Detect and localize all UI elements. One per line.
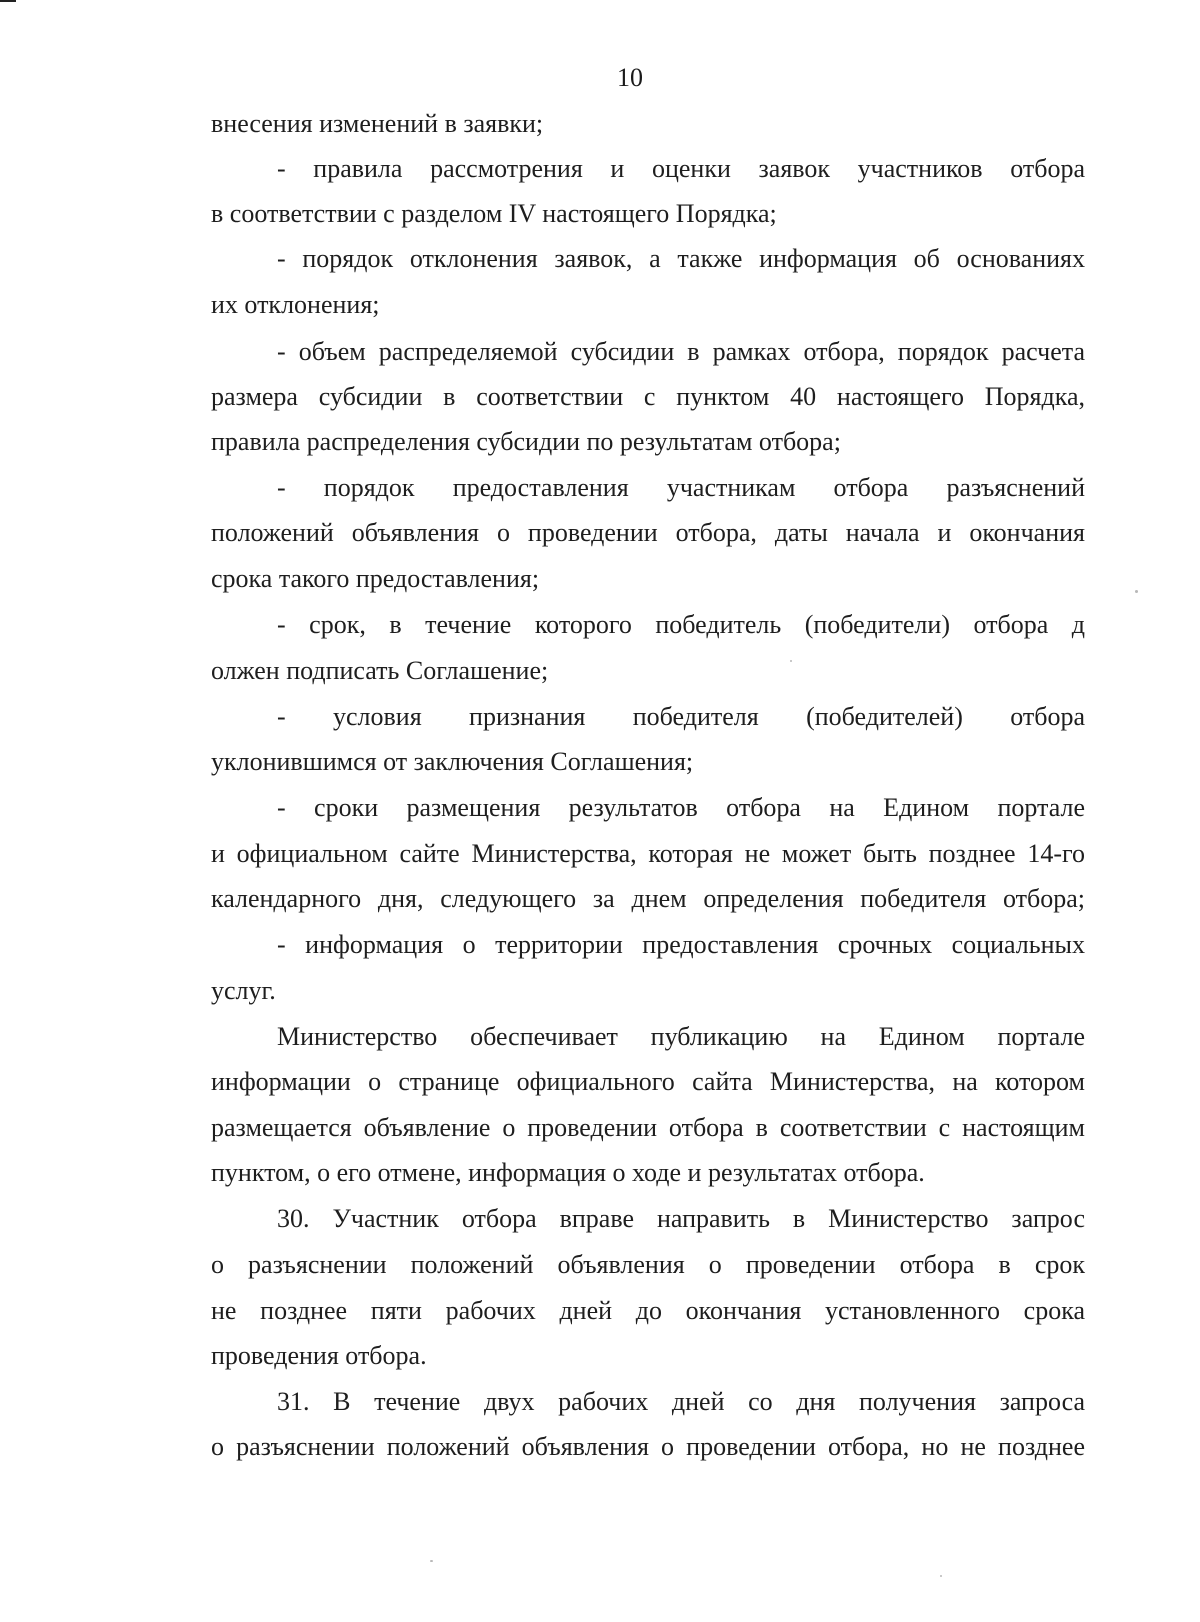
text-line: - срок, в течение которого победитель (победители) отбора д bbox=[277, 610, 1085, 639]
text-line: в соответствии с разделом IV настоящего Порядка; bbox=[211, 199, 777, 228]
text-line: правила распределения субсидии по результатам отбора; bbox=[211, 427, 841, 456]
text-line: - порядок отклонения заявок, а также информация об основаниях bbox=[277, 244, 1085, 273]
text-line: их отклонения; bbox=[211, 290, 380, 319]
text-line: уклонившимся от заключения Соглашения; bbox=[211, 747, 694, 776]
scan-speck bbox=[790, 660, 792, 662]
text-line: 30. Участник отбора вправе направить в Министерство запрос bbox=[277, 1204, 1085, 1233]
text-line: - правила рассмотрения и оценки заявок участников отбора bbox=[277, 154, 1085, 183]
text-line: Министерство обеспечивает публикацию на Едином портале bbox=[277, 1022, 1085, 1051]
text-line: услуг. bbox=[211, 976, 276, 1005]
text-line: - объем распределяемой субсидии в рамках отбора, порядок расчета bbox=[277, 337, 1085, 366]
text-line: календарного дня, следующего за днем определения победителя отбора; bbox=[211, 884, 1085, 913]
text-line: - сроки размещения результатов отбора на Едином портале bbox=[277, 793, 1085, 822]
text-line: внесения изменений в заявки; bbox=[211, 109, 544, 138]
text-line: срока такого предоставления; bbox=[211, 564, 540, 593]
scan-speck bbox=[430, 1560, 433, 1562]
text-line: информации о странице официального сайта Министерства, на котором bbox=[211, 1067, 1085, 1096]
scan-corner-mark bbox=[0, 0, 16, 2]
text-line: 31. В течение двух рабочих дней со дня получения запроса bbox=[277, 1387, 1085, 1416]
text-line: не позднее пяти рабочих дней до окончания установленного срока bbox=[211, 1296, 1085, 1325]
text-line: положений объявления о проведении отбора, даты начала и окончания bbox=[211, 518, 1085, 547]
text-line: - порядок предоставления участникам отбора разъяснений bbox=[277, 473, 1085, 502]
text-line: размера субсидии в соответствии с пунктом 40 настоящего Порядка, bbox=[211, 382, 1085, 411]
text-line: и официальном сайте Министерства, которая не может быть позднее 14-го bbox=[211, 839, 1085, 868]
text-line: размещается объявление о проведении отбора в соответствии с настоящим bbox=[211, 1113, 1085, 1142]
scan-speck bbox=[940, 1575, 942, 1577]
text-line: проведения отбора. bbox=[211, 1341, 427, 1370]
page-number: 10 bbox=[617, 63, 643, 92]
text-line: пунктом, о его отмене, информация о ходе и результатах отбора. bbox=[211, 1158, 925, 1187]
text-line: олжен подписать Соглашение; bbox=[211, 656, 549, 685]
scan-speck bbox=[1135, 590, 1138, 593]
text-line: - информация о территории предоставления срочных социальных bbox=[277, 930, 1085, 959]
text-line: - условия признания победителя (победителей) отбора bbox=[277, 702, 1085, 731]
text-line: о разъяснении положений объявления о проведении отбора, но не позднее bbox=[211, 1432, 1085, 1461]
text-line: о разъяснении положений объявления о проведении отбора в срок bbox=[211, 1250, 1085, 1279]
